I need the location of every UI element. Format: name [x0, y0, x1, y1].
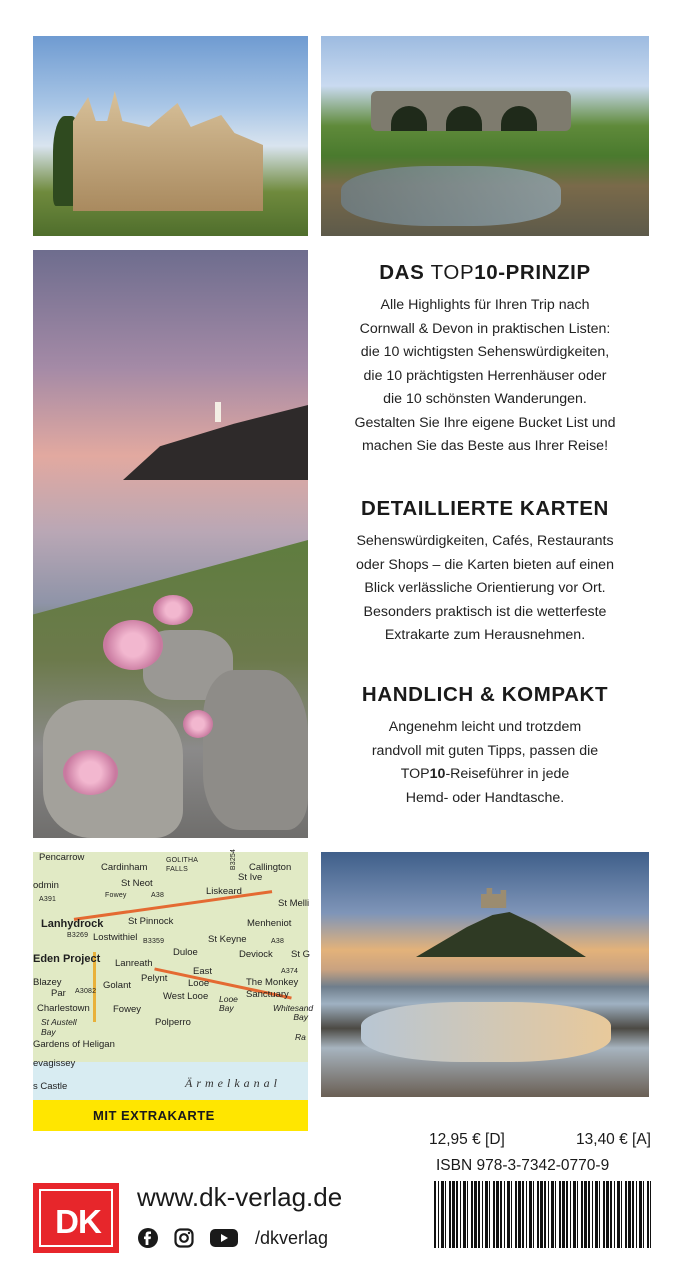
map-label: A3082: [75, 988, 97, 995]
social-handle[interactable]: /dkverlag: [255, 1227, 329, 1248]
map-label: Sanctuary: [246, 989, 289, 1000]
section-body-compact: Angenehm leicht und trotzdem randvoll mit guten Tipps, passen die TOP10-Reiseführer in jede Hemd- oder Handtasche.: [371, 719, 599, 806]
map-label: Par: [51, 988, 66, 999]
dk-logo: [33, 1183, 119, 1253]
sea-label: Ärmelkanal: [185, 1076, 281, 1090]
map-label: Deviock: [239, 949, 273, 960]
map-label: Eden Project: [33, 953, 101, 965]
map-label: Callington: [249, 862, 292, 873]
map-label: A391: [39, 896, 57, 903]
map-label: Looe: [188, 978, 210, 989]
section-title-compact: HANDLICH & KOMPAKT: [361, 683, 609, 706]
map-label: B3254: [230, 848, 238, 871]
map-label: A374: [281, 968, 299, 975]
prices: [429, 1131, 651, 1149]
mount-island-photo: [321, 852, 649, 1097]
section-body-maps: Sehenswürdigkeiten, Cafés, Restaurants oder Shops – die Karten bieten auf einen Blick verlässliche Orientierung vor Ort. Besonders praktisch ist die wetterfeste Extrakarte zum Herausnehmen.: [356, 533, 614, 643]
instagram-icon[interactable]: [173, 1227, 195, 1249]
map-label: St Austell Bay: [41, 1017, 77, 1037]
barcode: [434, 1181, 651, 1248]
map-label: Blazey: [33, 977, 62, 988]
price-at: 13,40 € [A]: [576, 1131, 651, 1148]
area-map: [33, 848, 314, 1131]
map-label: St Keyne: [208, 934, 247, 945]
extra-map-banner: [33, 1100, 308, 1131]
map-label: B3359: [143, 938, 165, 945]
map-label: St Neot: [121, 878, 153, 889]
map-label: evagissey: [33, 1058, 76, 1069]
website-url[interactable]: www.dk-verlag.de: [137, 1182, 343, 1212]
map-label: A38: [151, 892, 165, 899]
map-label: Looe Bay: [219, 994, 238, 1013]
section-body-top10: Alle Highlights für Ihren Trip nach Cornwall & Devon in praktischen Listen: die 10 wichtigsten Sehenswürdigkeiten, die 10 prächtigsten Herrenhäuser oder die 10 schönsten Wanderungen. Gestalten Sie Ihre eigene Bucket List und machen Sie das Beste aus Ihrer Reise!: [354, 297, 616, 454]
isbn: ISBN 978-3-7342-0770-9: [436, 1157, 610, 1174]
map-label: St Ive: [238, 872, 263, 883]
map-label: Lanreath: [115, 958, 153, 969]
map-label: Cardinham: [101, 862, 148, 873]
facebook-icon[interactable]: [137, 1227, 159, 1249]
map-label: Menheniot: [247, 918, 292, 929]
map-label: A38: [271, 938, 285, 945]
map-label: East: [193, 966, 213, 977]
map-label: GOLITHA FALLS: [166, 857, 198, 873]
social-links: [137, 1225, 328, 1251]
map-label: St G: [291, 949, 311, 960]
map-label: Lanhydrock: [41, 918, 104, 930]
map-label: Lostwithiel: [93, 932, 138, 943]
stone-bridge-photo: [321, 36, 649, 236]
map-label: St Pinnock: [128, 916, 174, 927]
lighthouse-coast-photo: [33, 250, 308, 838]
map-label: Whitesand Bay: [273, 1003, 314, 1022]
section-title-top10: DAS TOP10-PRINZIP: [379, 261, 591, 284]
map-label: s Castle: [33, 1081, 68, 1092]
cathedral-photo: [33, 36, 308, 236]
map-label: The Monkey: [246, 977, 299, 988]
map-label: odmin: [33, 880, 59, 891]
map-label: Fowey: [113, 1004, 141, 1015]
map-label: Liskeard: [206, 886, 242, 897]
map-label: Polperro: [155, 1017, 191, 1028]
youtube-icon[interactable]: [209, 1227, 239, 1249]
map-label: Duloe: [173, 947, 198, 958]
map-label: Pelynt: [141, 973, 168, 984]
map-label: B3269: [67, 932, 89, 939]
section-title-maps: DETAILLIERTE KARTEN: [361, 497, 609, 520]
map-label: Pencarrow: [39, 852, 85, 863]
map-label: Fowey: [105, 892, 127, 899]
price-de: 12,95 € [D]: [429, 1131, 505, 1148]
map-label: West Looe: [163, 991, 209, 1002]
map-label: Gardens of Heligan: [33, 1039, 115, 1050]
logo-text: DK: [55, 1203, 101, 1240]
map-label: Ra: [295, 1032, 306, 1042]
map-label: Charlestown: [37, 1003, 90, 1014]
map-label: Golant: [103, 980, 131, 991]
banner-label: MIT EXTRAKARTE: [93, 1108, 215, 1123]
map-label: St Melli: [278, 898, 310, 909]
